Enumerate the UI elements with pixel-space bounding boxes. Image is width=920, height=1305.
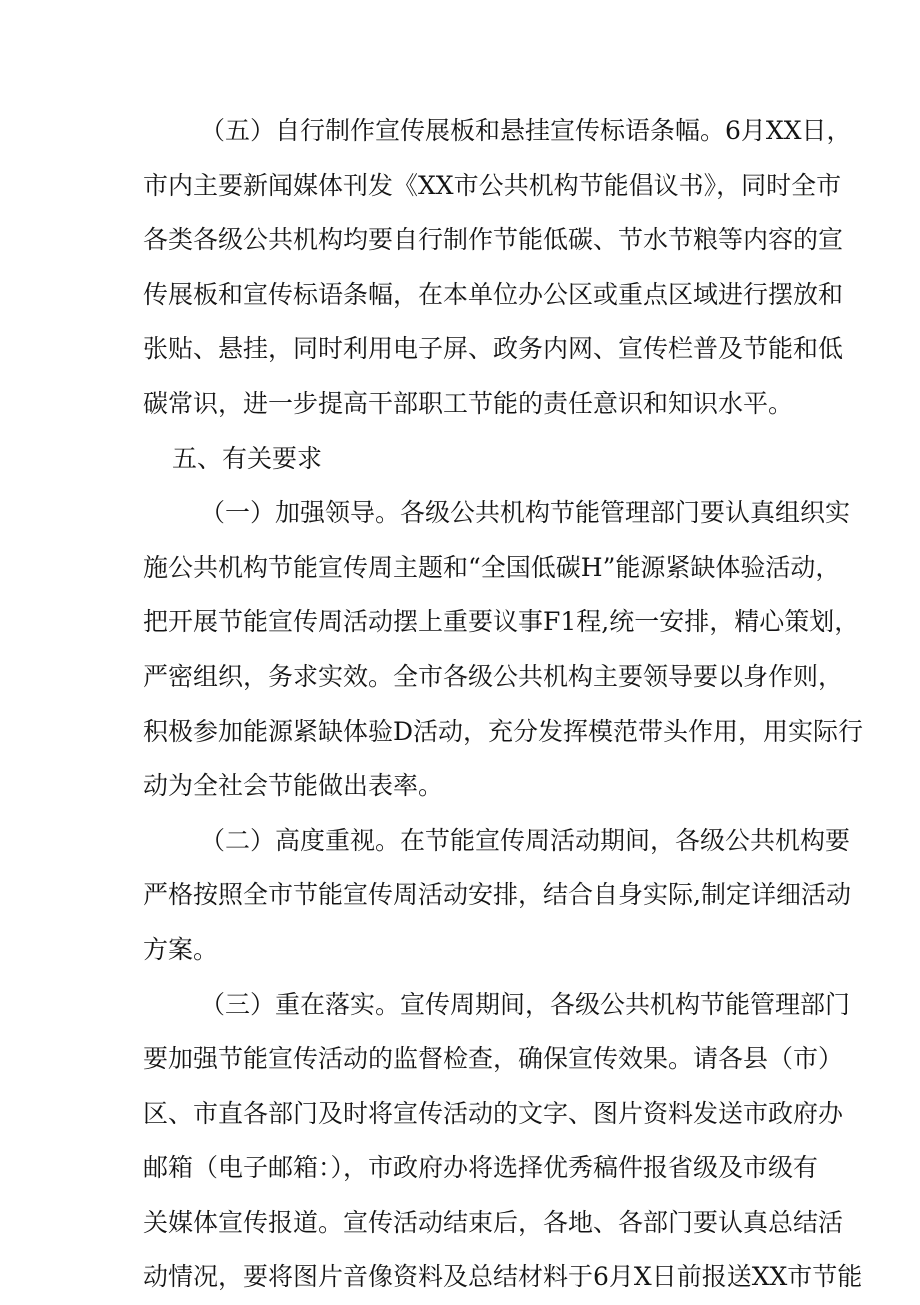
section-heading-text: 五、有关要求 (143, 432, 803, 487)
text-line: 施公共机构节能宣传周主题和“全国低碳H”能源紧缺体验活动， (143, 541, 803, 596)
text-line: 市内主要新闻媒体刊发《XX市公共机构节能倡议书》，同时全市 (143, 159, 803, 214)
text-line: 严格按照全市节能宣传周活动安排，结合自身实际,制定详细活动 (143, 868, 803, 923)
text-line: 区、市直各部门及时将宣传活动的文字、图片资料发送市政府办 (143, 1087, 803, 1142)
text-line: （二）高度重视。在节能宣传周活动期间，各级公共机构要 (143, 814, 803, 869)
text-line: 各类各级公共机构均要自行制作节能低碳、节水节粮等内容的宣 (143, 213, 803, 268)
text-line: 动情况，要将图片音像资料及总结材料于6月X日前报送XX市节能 (143, 1250, 803, 1305)
text-line: （一）加强领导。各级公共机构节能管理部门要认真组织实 (143, 486, 803, 541)
text-line: 严密组织，务求实效。全市各级公共机构主要领导要以身作则， (143, 650, 803, 705)
text-line: 碳常识，进一步提高干部职工节能的责任意识和知识水平。 (143, 377, 803, 432)
text-line: （三）重在落实。宣传周期间，各级公共机构节能管理部门 (143, 978, 803, 1033)
text-line: （五）自行制作宣传展板和悬挂宣传标语条幅。6月XX日， (143, 104, 803, 159)
paragraph-item-one (143, 486, 803, 814)
document-body (143, 104, 803, 1305)
section-heading (143, 432, 803, 487)
text-line: 关媒体宣传报道。宣传活动结束后，各地、各部门要认真总结活 (143, 1196, 803, 1251)
text-line: 积极参加能源紧缺体验D活动，充分发挥模范带头作用，用实际行 (143, 705, 803, 760)
paragraph-item-three (143, 978, 803, 1305)
text-line: 邮箱（电子邮箱：），市政府办将选择优秀稿件报省级及市级有 (143, 1141, 803, 1196)
paragraph-section-five-item (143, 104, 803, 432)
text-line: 动为全社会节能做出表率。 (143, 759, 803, 814)
text-line: 方案。 (143, 923, 803, 978)
text-line: 张贴、悬挂，同时利用电子屏、政务内网、宣传栏普及节能和低 (143, 322, 803, 377)
text-line: 传展板和宣传标语条幅，在本单位办公区或重点区域进行摆放和 (143, 268, 803, 323)
text-line: 要加强节能宣传活动的监督检查，确保宣传效果。请各县（市） (143, 1032, 803, 1087)
text-line: 把开展节能宣传周活动摆上重要议事F1程,统一安排，精心策划， (143, 595, 803, 650)
paragraph-item-two (143, 814, 803, 978)
